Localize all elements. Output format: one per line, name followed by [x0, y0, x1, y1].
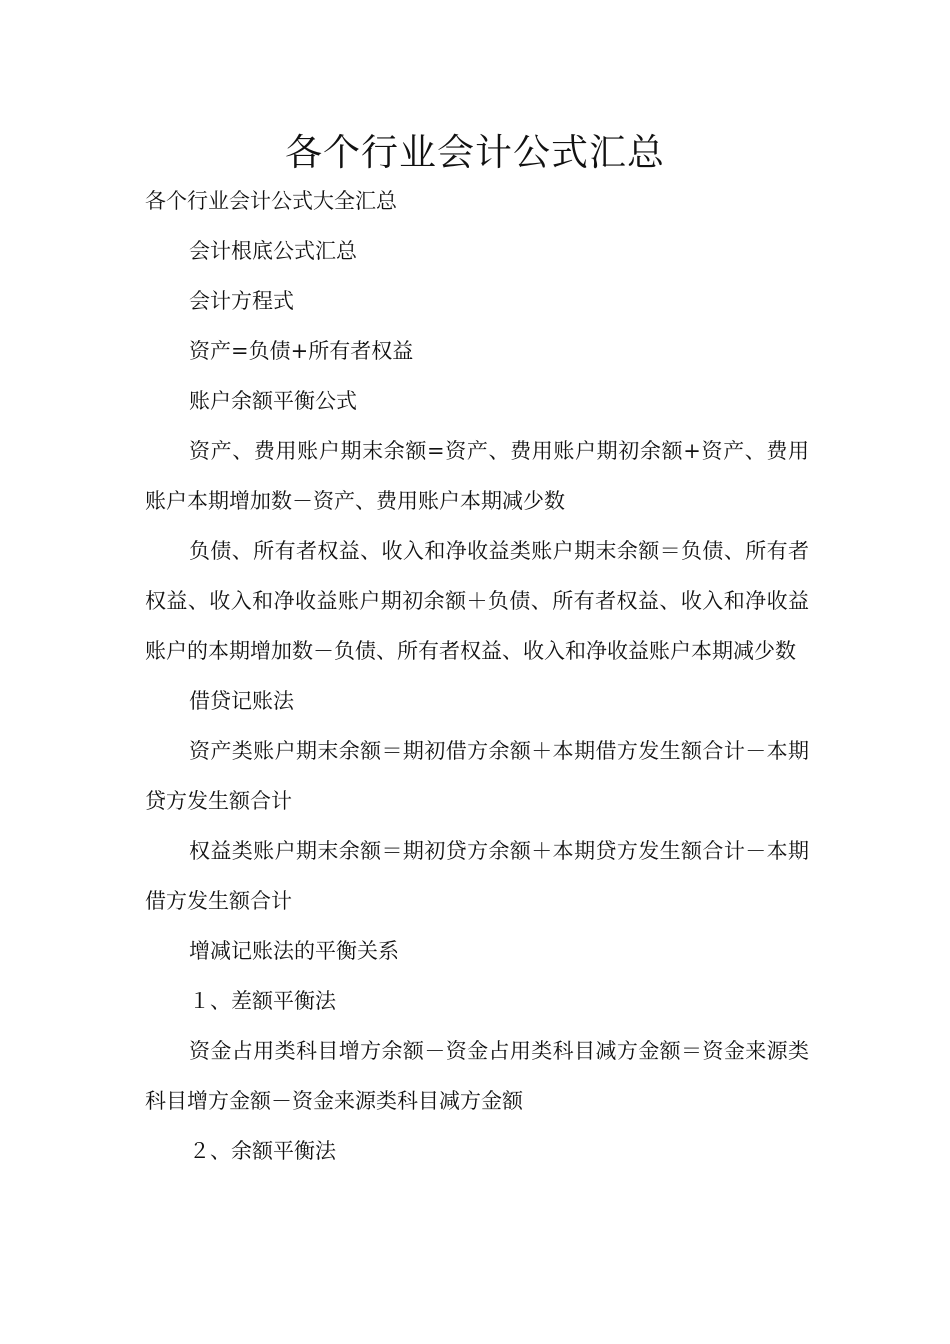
paragraph-heading-basics: 会计根底公式汇总 — [189, 239, 357, 263]
paragraph-accounting-equation: 资产=负债+所有者权益 — [189, 339, 414, 363]
paragraph-heading-balance: 账户余额平衡公式 — [189, 389, 357, 413]
paragraph-balance-method: ２、余额平衡法 — [189, 1139, 336, 1163]
paragraph-equity-account-balance: 权益类账户期末余额＝期初贷方余额＋本期贷方发生额合计－本期借方发生额合计 — [145, 839, 809, 913]
document-title: 各个行业会计公式汇总 — [285, 131, 665, 174]
paragraph-difference-formula: 资金占用类科目增方余额－资金占用类科目减方金额＝资金来源类科目增方金额－资金来源类科目减方金额 — [145, 1039, 809, 1113]
paragraph-asset-expense-balance: 资产、费用账户期末余额=资产、费用账户期初余额+资产、费用账户本期增加数－资产、费用账户本期减少数 — [145, 439, 809, 513]
paragraph-intro: 各个行业会计公式大全汇总 — [145, 189, 397, 213]
document-body — [145, 176, 809, 1176]
paragraph-heading-debit-credit: 借贷记账法 — [189, 689, 294, 713]
paragraph-difference-method: １、差额平衡法 — [189, 989, 336, 1013]
paragraph-liability-equity-balance: 负债、所有者权益、收入和净收益类账户期末余额＝负债、所有者权益、收入和净收益账户期初余额＋负债、所有者权益、收入和净收益账户的本期增加数－负债、所有者权益、收入和净收益账户本期减少数 — [145, 539, 809, 663]
paragraph-heading-increase-decrease: 增减记账法的平衡关系 — [189, 939, 399, 963]
paragraph-heading-equation: 会计方程式 — [189, 289, 294, 313]
paragraph-asset-account-balance: 资产类账户期末余额＝期初借方余额＋本期借方发生额合计－本期贷方发生额合计 — [145, 739, 809, 813]
